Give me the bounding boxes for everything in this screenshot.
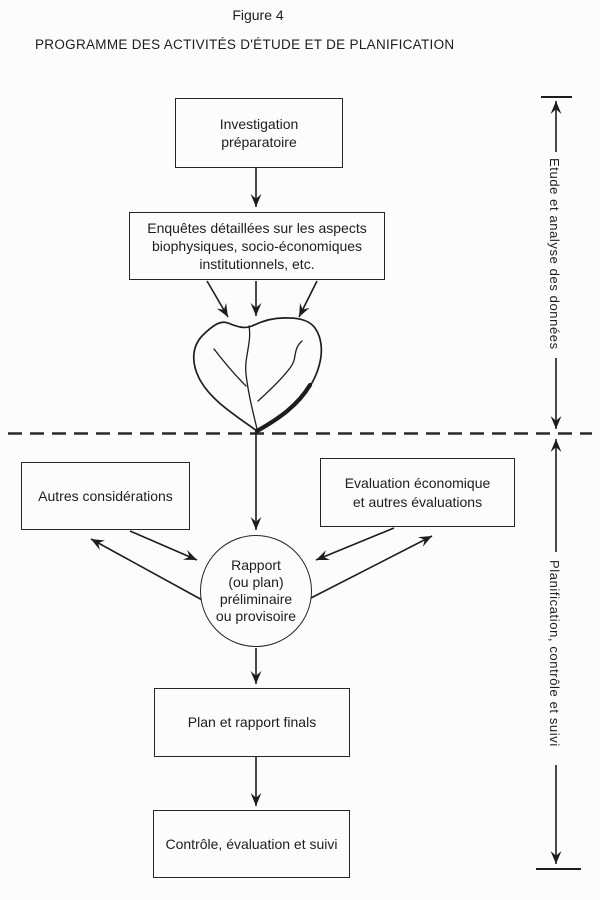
node-text-line: Autres considérations xyxy=(38,487,173,504)
node-text-line: Contrôle, évaluation et suivi xyxy=(165,835,338,852)
figure-label: Figure 4 xyxy=(232,7,284,23)
node-text-line: biophysiques, socio-économiques xyxy=(151,237,363,254)
node-text-line: Evaluation économique xyxy=(344,475,491,492)
node-evaluation-economique xyxy=(320,458,515,527)
node-enquetes-detaillees xyxy=(129,212,385,280)
node-text-line: Rapport xyxy=(231,556,281,573)
node-rapport-preliminaire-circle xyxy=(200,535,312,647)
node-text-line: ou provisoire xyxy=(215,608,297,625)
node-text-line: Investigation xyxy=(219,115,299,132)
arrow-enquetes-to-map-left xyxy=(207,281,228,317)
node-controle-evaluation-suivi xyxy=(153,810,350,878)
node-text-line: préparatoire xyxy=(221,134,297,150)
watershed-map-shape xyxy=(194,318,322,431)
arrow-evaluation-to-rapport xyxy=(316,528,394,560)
arrow-autres-to-rapport xyxy=(130,531,197,560)
node-investigation-preparatoire xyxy=(175,98,343,168)
watershed-outline xyxy=(194,318,322,431)
node-text-line: et autres évaluations xyxy=(352,493,483,510)
phase-label-planification-controle: Planification, contrôle et suivi xyxy=(547,560,562,765)
node-plan-rapport-finals xyxy=(154,688,350,757)
node-text-line: institutionnels, etc. xyxy=(199,256,315,273)
arrow-rapport-to-autres xyxy=(91,539,204,601)
node-text-line: Plan et rapport finals xyxy=(187,714,317,731)
arrow-enquetes-to-map-right xyxy=(299,281,317,317)
node-text-line: Enquêtes détaillées sur les aspects xyxy=(147,219,367,236)
figure-title: PROGRAMME DES ACTIVITÉS D'ÉTUDE ET DE PLANIFICATION xyxy=(35,37,455,52)
arrow-rapport-to-evaluation xyxy=(309,536,432,599)
node-autres-considerations xyxy=(21,462,190,530)
node-text-line: préliminaire xyxy=(219,591,293,607)
phase-label-etude-analyse: Etude et analyse des données xyxy=(547,158,562,358)
node-text-line: (ou plan) xyxy=(228,573,284,590)
